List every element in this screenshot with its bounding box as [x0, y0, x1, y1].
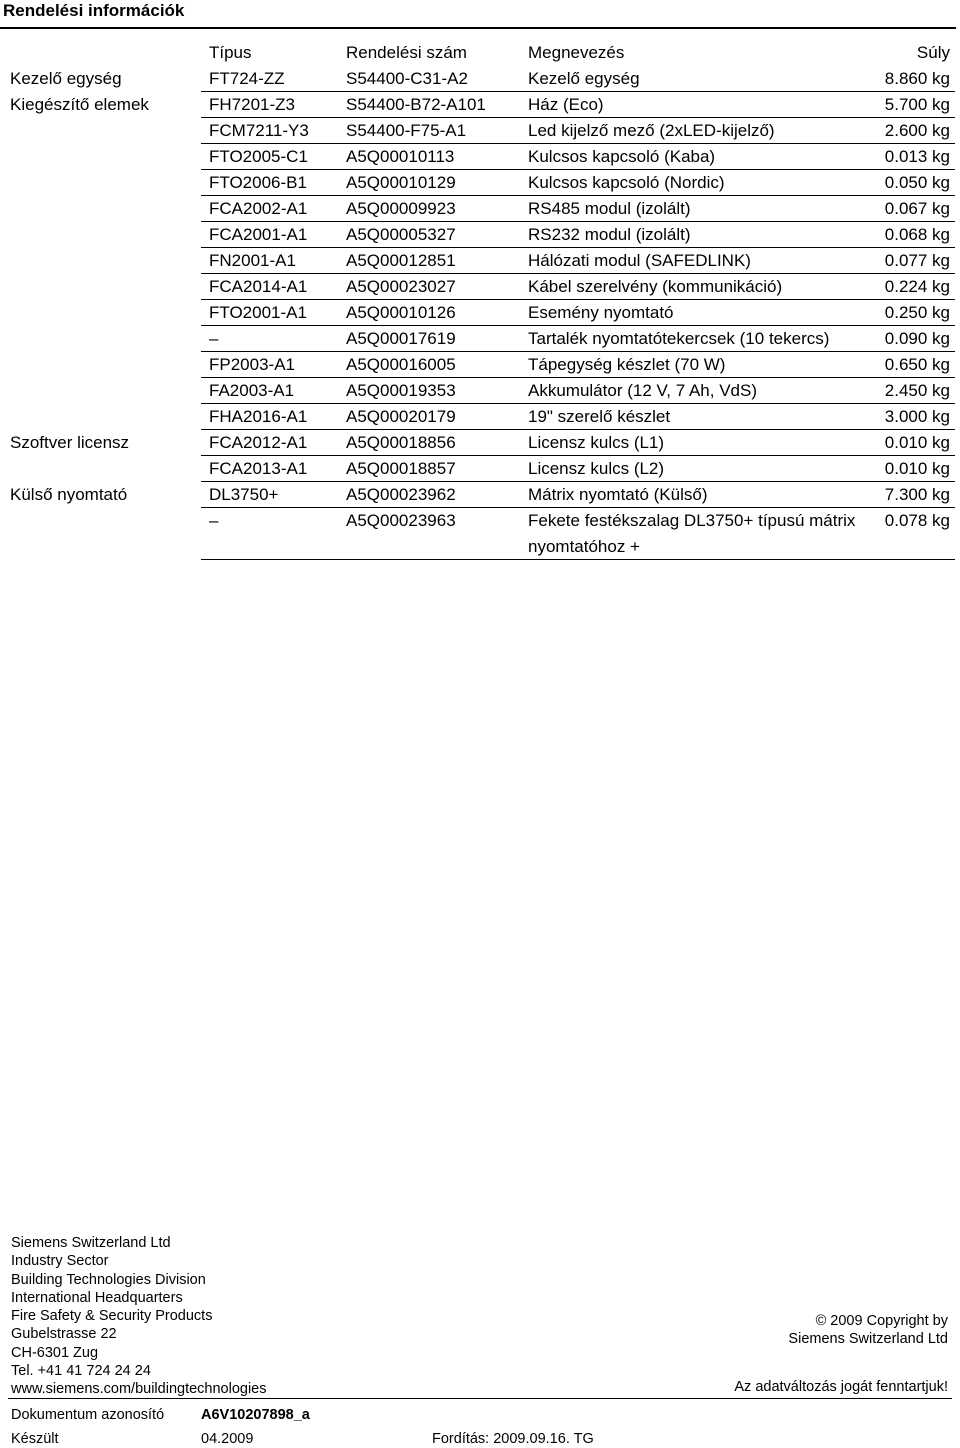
header-type: Típus	[209, 43, 252, 62]
row-type: FP2003-A1	[209, 355, 295, 374]
row-order-number: S54400-C31-A2	[346, 69, 468, 88]
row-order-number: A5Q00010126	[346, 303, 456, 322]
row-order-number: S54400-F75-A1	[346, 121, 467, 140]
ordering-table	[0, 40, 960, 560]
translation-info: Fordítás: 2009.09.16. TG	[432, 1431, 594, 1447]
address-line: CH-6301 Zug	[11, 1344, 99, 1361]
table-row	[0, 352, 960, 378]
table-row	[0, 248, 960, 274]
row-weight: 2.600 kg	[884, 121, 950, 140]
row-weight: 0.068 kg	[884, 225, 950, 244]
row-type: FH7201-Z3	[209, 95, 295, 114]
row-weight: 2.450 kg	[884, 381, 950, 400]
row-order-number: A5Q00010129	[346, 173, 456, 192]
table-row	[0, 456, 960, 482]
row-name: Kábel szerelvény (kommunikáció)	[528, 277, 783, 296]
row-weight: 0.090 kg	[884, 329, 950, 348]
company-address	[11, 1234, 267, 1399]
row-weight: 5.700 kg	[884, 95, 950, 114]
table-row	[0, 118, 960, 144]
row-order-number: A5Q00009923	[346, 199, 456, 218]
row-type: FCA2014-A1	[209, 277, 308, 296]
row-category: Kiegészítő elemek	[10, 95, 149, 114]
row-category: Külső nyomtató	[10, 485, 128, 504]
row-order-number: A5Q00017619	[346, 329, 456, 348]
row-name: Licensz kulcs (L1)	[528, 433, 665, 452]
header-order-number: Rendelési szám	[346, 43, 467, 62]
copyright	[788, 1312, 948, 1348]
row-weight: 0.650 kg	[884, 355, 950, 374]
table-row	[0, 326, 960, 352]
copyright-line-2: Siemens Switzerland Ltd	[788, 1331, 948, 1347]
row-name: Fekete festékszalag DL3750+ típusú mátrix nyomtatóhoz +	[528, 511, 856, 556]
copyright-line-1: © 2009 Copyright by	[815, 1313, 948, 1329]
table-row	[0, 170, 960, 196]
row-type: –	[209, 511, 219, 530]
row-name: Esemény nyomtató	[528, 303, 674, 322]
rights-reserved-note: Az adatváltozás jogát fenntartjuk!	[734, 1379, 948, 1395]
table-row	[0, 378, 960, 404]
row-type: FCA2012-A1	[209, 433, 308, 452]
row-name: Kulcsos kapcsoló (Nordic)	[528, 173, 725, 192]
row-weight: 0.013 kg	[884, 147, 950, 166]
row-order-number: A5Q00010113	[346, 147, 455, 166]
row-order-number: A5Q00005327	[346, 225, 456, 244]
row-name: Led kijelző mező (2xLED-kijelző)	[528, 121, 775, 140]
row-type: FT724-ZZ	[209, 69, 285, 88]
row-type: FHA2016-A1	[209, 407, 308, 426]
footer	[0, 1234, 960, 1446]
row-type: FCA2001-A1	[209, 225, 308, 244]
row-type: FCA2002-A1	[209, 199, 308, 218]
row-weight: 8.860 kg	[884, 69, 950, 88]
footer-divider	[8, 1398, 952, 1399]
row-type: –	[209, 329, 219, 348]
row-name: Kezelő egység	[528, 69, 640, 88]
row-weight: 0.067 kg	[884, 199, 950, 218]
row-name: Tápegység készlet (70 W)	[528, 355, 726, 374]
row-weight: 0.250 kg	[884, 303, 950, 322]
table-row	[0, 92, 960, 118]
row-order-number: A5Q00023963	[346, 511, 456, 530]
row-weight: 0.078 kg	[884, 511, 950, 530]
table-row	[0, 430, 960, 456]
row-order-number: A5Q00023027	[346, 277, 456, 296]
table-row	[0, 196, 960, 222]
row-order-number: A5Q00018856	[346, 433, 456, 452]
table-row	[0, 508, 960, 560]
section-title: Rendelési információk	[3, 1, 185, 20]
address-line: Tel. +41 41 724 24 24	[11, 1363, 151, 1380]
row-weight: 7.300 kg	[884, 485, 950, 504]
row-name: Mátrix nyomtató (Külső)	[528, 485, 708, 504]
address-line: Gubelstrasse 22	[11, 1326, 117, 1343]
header-name: Megnevezés	[528, 43, 625, 62]
table-body	[0, 66, 960, 560]
row-name: Akkumulátor (12 V, 7 Ah, VdS)	[528, 381, 757, 400]
table-row	[0, 66, 960, 92]
row-type: FCM7211-Y3	[209, 121, 309, 140]
doc-id-label: Dokumentum azonosító	[11, 1407, 165, 1423]
row-order-number: A5Q00023962	[346, 485, 456, 504]
row-name: Kulcsos kapcsoló (Kaba)	[528, 147, 716, 166]
table-row	[0, 482, 960, 508]
made-label: Készült	[11, 1431, 59, 1447]
row-type: DL3750+	[209, 485, 279, 504]
row-type: FTO2001-A1	[209, 303, 307, 322]
row-order-number: A5Q00018857	[346, 459, 456, 478]
row-order-number: S54400-B72-A101	[346, 95, 486, 114]
section-title-bar	[0, 0, 956, 29]
row-type: FA2003-A1	[209, 381, 295, 400]
table-row	[0, 404, 960, 430]
row-name: 19" szerelő készlet	[528, 407, 671, 426]
address-line: Fire Safety & Security Products	[11, 1308, 213, 1325]
row-weight: 0.010 kg	[884, 433, 950, 452]
address-line: Siemens Switzerland Ltd	[11, 1235, 171, 1251]
row-divider	[201, 559, 955, 560]
table-row	[0, 300, 960, 326]
row-order-number: A5Q00019353	[346, 381, 456, 400]
row-name: Tartalék nyomtatótekercsek (10 tekercs)	[528, 329, 830, 348]
row-category: Szoftver licensz	[10, 433, 130, 452]
row-type: FN2001-A1	[209, 251, 296, 270]
table-row	[0, 274, 960, 300]
made-value: 04.2009	[201, 1431, 254, 1447]
row-weight: 3.000 kg	[884, 407, 950, 426]
address-line: Building Technologies Division	[11, 1271, 206, 1288]
row-type: FTO2005-C1	[209, 147, 308, 166]
row-weight: 0.010 kg	[884, 459, 950, 478]
address-line: Industry Sector	[11, 1253, 109, 1270]
table-row	[0, 222, 960, 248]
header-weight: Súly	[916, 43, 950, 62]
row-name: Ház (Eco)	[528, 95, 604, 114]
address-line: International Headquarters	[11, 1289, 183, 1306]
row-name: Hálózati modul (SAFEDLINK)	[528, 251, 751, 270]
row-weight: 0.050 kg	[884, 173, 950, 192]
row-order-number: A5Q00020179	[346, 407, 456, 426]
row-order-number: A5Q00012851	[346, 251, 456, 270]
row-weight: 0.224 kg	[884, 277, 950, 296]
doc-id-value: A6V10207898_a	[201, 1407, 310, 1423]
row-name: RS232 modul (izolált)	[528, 225, 691, 244]
row-name: RS485 modul (izolált)	[528, 199, 691, 218]
row-type: FCA2013-A1	[209, 459, 308, 478]
address-line[interactable]: www.siemens.com/buildingtechnologies	[11, 1381, 267, 1398]
table-header-row	[0, 40, 960, 66]
row-category: Kezelő egység	[10, 69, 122, 88]
row-name: Licensz kulcs (L2)	[528, 459, 665, 478]
table-row	[0, 144, 960, 170]
row-order-number: A5Q00016005	[346, 355, 456, 374]
row-type: FTO2006-B1	[209, 173, 307, 192]
row-weight: 0.077 kg	[884, 251, 950, 270]
